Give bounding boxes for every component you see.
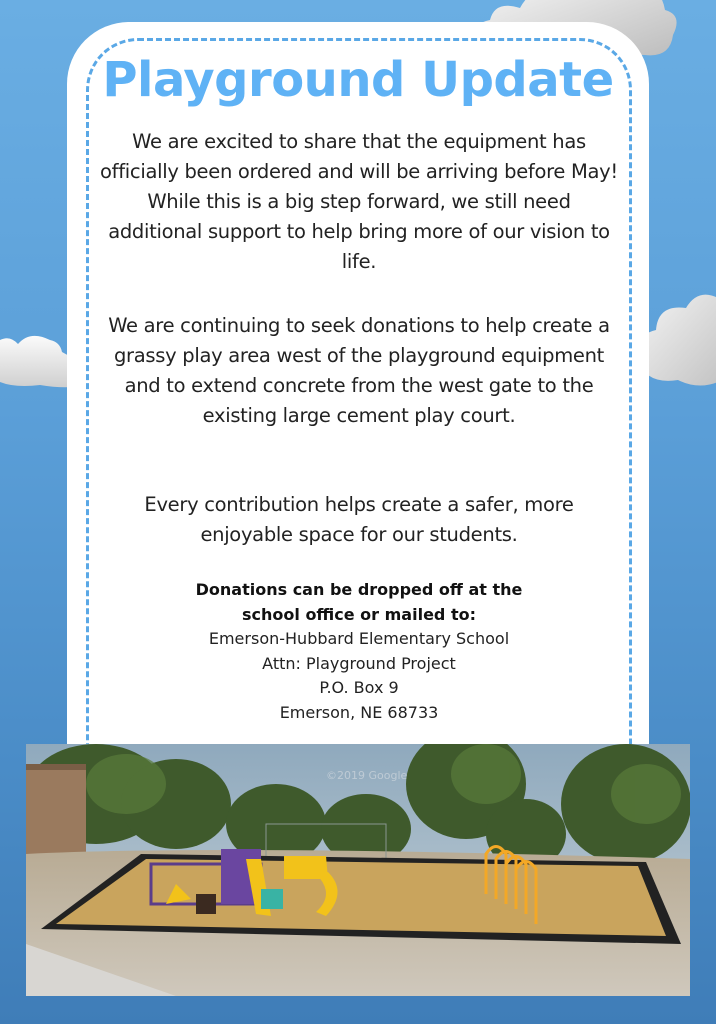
donation-heading-line2: school office or mailed to: xyxy=(242,604,476,624)
address-line-pobox: P.O. Box 9 xyxy=(319,678,399,697)
paragraph-donations-needed: We are continuing to seek donations to help create a grassy play area west of the playground equipment and to extend concrete from the west gate to the existing large cement play court. xyxy=(108,314,610,427)
address-line-school: Emerson-Hubbard Elementary School xyxy=(208,629,510,648)
photo-watermark: ©2019 Google xyxy=(326,769,408,782)
address-line-attn: Attn: Playground Project xyxy=(262,653,456,673)
paragraph-every-contribution: Every contribution helps create a safer, more enjoyable space for our students. xyxy=(144,493,574,546)
address-line-city: Emerson, NE 68733 xyxy=(279,702,439,722)
paragraph-equipment-ordered: We are excited to share that the equipment has officially been ordered and will be arriving before May! While this is a big step forward, we still need additional support to help bring more of our vision to life. xyxy=(100,130,618,273)
donation-info xyxy=(100,578,618,725)
playground-illustration xyxy=(26,744,690,996)
donation-heading-line1: Donations can be dropped off at the xyxy=(195,580,523,599)
playground-photo xyxy=(26,744,690,996)
flyer-title: Playground Update xyxy=(102,52,614,108)
